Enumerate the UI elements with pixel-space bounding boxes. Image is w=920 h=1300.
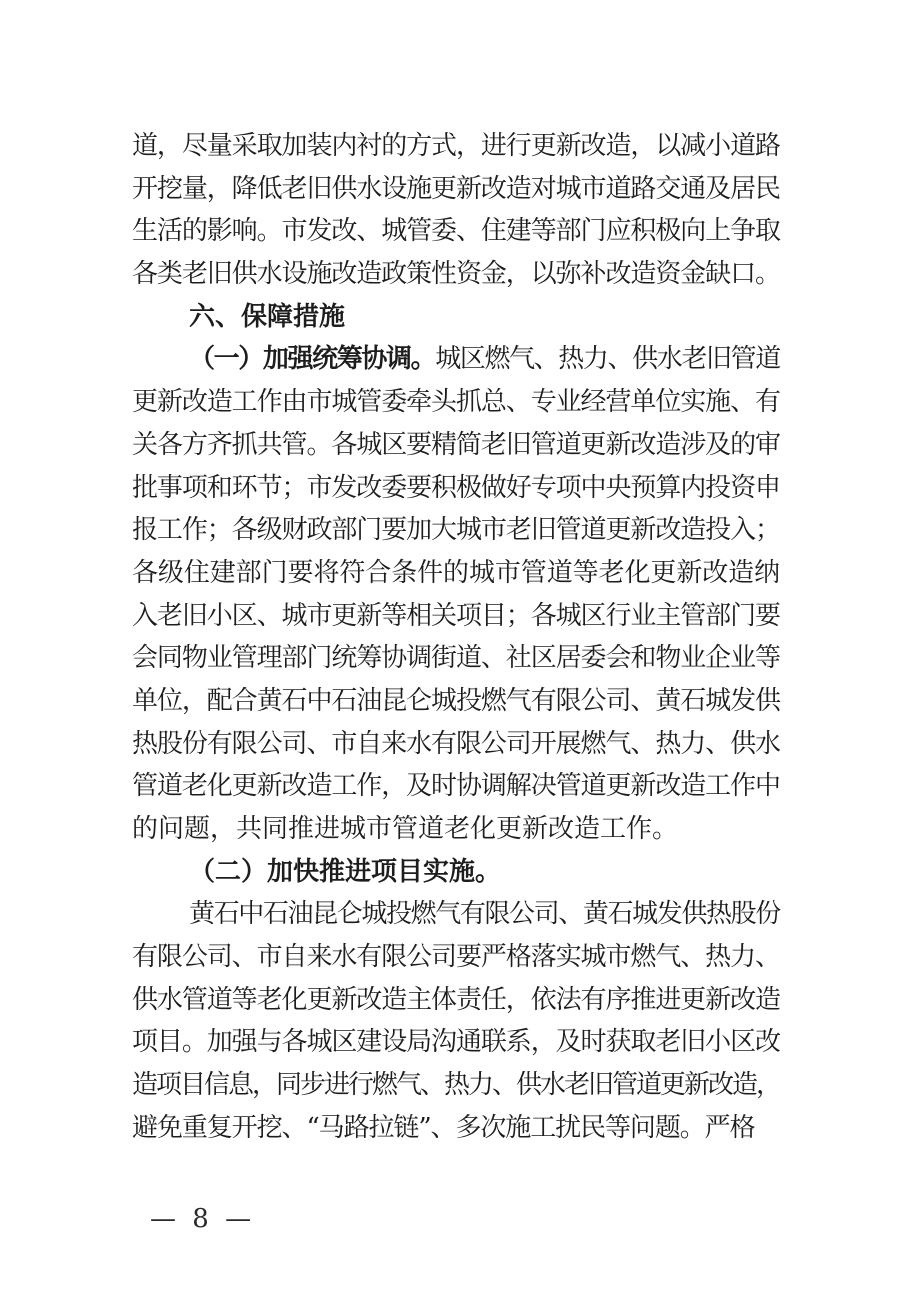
text-line: 会同物业管理部门统筹协调街道、社区居委会和物业企业等 bbox=[132, 643, 780, 674]
text-line: 的问题，共同推进城市管道老化更新改造工作。 bbox=[132, 814, 679, 844]
text-line: 各级住建部门要将符合条件的城市管道等老化更新改造纳 bbox=[132, 557, 781, 588]
text-line: 项目。加强与各城区建设局沟通联系，及时获取老旧小区改 bbox=[132, 1027, 780, 1058]
text-line: 生活的影响。市发改、城管委、住建等部门应积极向上争取 bbox=[132, 216, 780, 247]
heading-line: （二）加快推进项目实施。 bbox=[189, 856, 502, 887]
heading-line: 六、保障措施 bbox=[189, 301, 346, 332]
text-line: 供水管道等老化更新改造主体责任，依法有序推进更新改造 bbox=[132, 984, 780, 1015]
text-line: 热股份有限公司、市自来水有限公司开展燃气、热力、供水 bbox=[132, 728, 780, 759]
text-line: 更新改造工作由市城管委牵头抓总、专业经营单位实施、有 bbox=[132, 387, 780, 418]
text-line: （一）加强统筹协调。城区燃气、热力、供水老旧管道 bbox=[189, 344, 780, 375]
text-line: 避免重复开挖、“马路拉链”、多次施工扰民等问题。严格 bbox=[132, 1112, 755, 1143]
text-line: 有限公司、市自来水有限公司要严格落实城市燃气、热力、 bbox=[132, 942, 780, 973]
text-line: 单位，配合黄石中石油昆仑城投燃气有限公司、黄石城发供 bbox=[132, 685, 780, 716]
text-line: 报工作；各级财政部门要加大城市老旧管道更新改造投入； bbox=[132, 515, 780, 546]
lead-emphasis: （一）加强统筹协调。 bbox=[189, 344, 436, 375]
text-line: 黄石中石油昆仑城投燃气有限公司、黄石城发供热股份 bbox=[189, 899, 780, 930]
text-line: 道，尽量采取加装内衬的方式，进行更新改造，以减小道路 bbox=[132, 131, 780, 161]
text-line: 关各方齐抓共管。各城区要精简老旧管道更新改造涉及的审 bbox=[132, 429, 780, 460]
text-line: 各类老旧供水设施改造政策性资金，以弥补改造资金缺口。 bbox=[132, 259, 780, 290]
text-line: 管道老化更新改造工作，及时协调解决管道更新改造工作中 bbox=[132, 771, 780, 802]
body-text bbox=[132, 125, 780, 1150]
page-number: — 8 — bbox=[150, 1204, 256, 1234]
text-line: 入老旧小区、城市更新等相关项目；各城区行业主管部门要 bbox=[132, 600, 780, 631]
text-line: 开挖量，降低老旧供水设施更新改造对城市道路交通及居民 bbox=[132, 173, 780, 204]
text-line: 批事项和环节；市发改委要积极做好专项中央预算内投资申 bbox=[132, 472, 780, 503]
text-line: 造项目信息，同步进行燃气、热力、供水老旧管道更新改造， bbox=[132, 1070, 781, 1101]
